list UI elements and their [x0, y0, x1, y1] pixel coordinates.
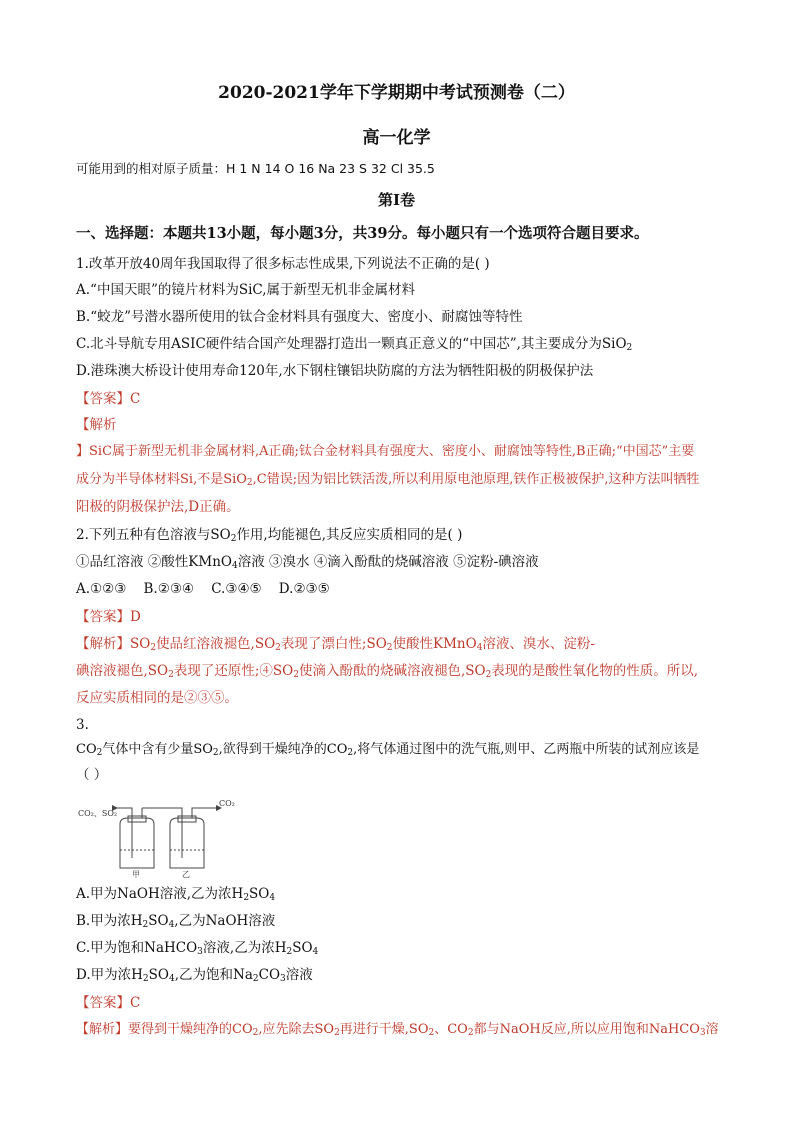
inlet-label: CO₂、SO₂	[78, 809, 118, 818]
q3-analysis-line1	[76, 1021, 719, 1039]
q3-stem-c: ,欲得到干燥纯净的CO	[218, 742, 348, 757]
q3-d4: CO	[258, 967, 281, 983]
q3-d3: ,乙为饱和Na	[174, 967, 253, 983]
q2-an2b: 表现了还原性;④SO	[173, 663, 294, 679]
q1-stem: 1.改革开放40周年我国取得了很多标志性成果,下列说法不正确的是( )	[76, 256, 490, 272]
q2-stem	[76, 526, 462, 544]
q3-c3: SO	[292, 940, 313, 956]
subscript: 2	[168, 670, 174, 680]
subscript: 2	[150, 643, 157, 653]
subscript: 2	[347, 748, 354, 758]
bottle-jia	[112, 808, 162, 868]
subscript: 2	[96, 748, 103, 758]
subscript: 2	[386, 643, 393, 653]
subscript: 2	[142, 920, 149, 930]
bottle-yi	[162, 808, 216, 868]
gas-washing-bottles-diagram	[76, 794, 246, 878]
subscript: 2	[252, 1028, 259, 1038]
q1-analysis-label: 【解析	[76, 417, 117, 433]
q2-stem-b: 作用,均能褪色,其反应实质相同的是( )	[236, 527, 463, 543]
subscript: 2	[252, 974, 259, 984]
q3-option-c	[76, 939, 318, 957]
q1-analysis-line2	[76, 471, 700, 489]
q3-option-b	[76, 912, 275, 930]
q1-option-c	[76, 335, 632, 353]
q2-an1c: 表现了漂白性;SO	[280, 636, 387, 652]
outlet-label: CO₂	[219, 799, 235, 808]
q3-number: 3.	[76, 717, 89, 733]
subscript: 2	[275, 643, 281, 653]
subscript: 3	[699, 1028, 706, 1038]
q2-an-label: 【解析】	[76, 636, 130, 652]
subscript: 4	[312, 947, 319, 957]
q3-stem-d: ,将气体通过图中的洗气瓶,则甲、乙两瓶中所装的试剂应该是	[353, 742, 700, 757]
q2-items	[76, 553, 539, 571]
q2-an1e: 溶液、溴水、淀粉-	[482, 636, 595, 652]
q3-an-f: 溶	[705, 1022, 719, 1037]
q1-analysis-line1: 】SiC属于新型无机非金属材料,A正确;钛合金材料具有强度大、密度小、耐腐蚀等特性,B正确;“中国芯”主要	[76, 444, 695, 459]
q2-analysis-line1	[76, 635, 595, 653]
subject-title: 高一化学	[362, 128, 431, 148]
subscript: 2	[230, 534, 237, 544]
volume-label: 第Ⅰ卷	[377, 191, 416, 209]
q2-options: A.①②③ B.②③④ C.③④⑤ D.②③⑤	[76, 581, 330, 597]
bottle-jia-label: 甲	[132, 870, 140, 878]
q2-an2a: 碘溶液褪色,SO	[76, 663, 169, 679]
q3-d2: SO	[148, 967, 169, 983]
q1-an2a: 成分为半导体材料Si,不是SiO	[76, 472, 247, 487]
q2-an1a: SO	[130, 636, 151, 652]
q3-stem-a: CO	[76, 742, 97, 757]
subscript: 2	[293, 670, 299, 680]
q2-an1b: 使品红溶液褪色,SO	[156, 636, 276, 652]
q1-option-b: B.“蛟龙”号潜水器所使用的钛合金材料具有强度大、密度小、耐腐蚀等特性	[76, 309, 523, 325]
q3-answer: 【答案】C	[76, 995, 141, 1011]
q3-option-a	[76, 885, 275, 903]
q1-an2b: ,C错误;因为铝比铁活泼,所以利用原电池原理,铁作正极被保护,这种方法叫牺牲	[252, 472, 700, 487]
q3-an-d: 、CO	[434, 1022, 468, 1037]
q3-an-b: ,应先除去SO	[258, 1022, 335, 1037]
subscript: 2	[626, 343, 633, 353]
subscript: 4	[231, 561, 238, 571]
q1-analysis-line3: 阳极的阴极保护法,D正确。	[76, 499, 240, 515]
q3-an-label: 【解析】	[76, 1022, 129, 1037]
q2-answer: 【答案】D	[76, 609, 141, 625]
subscript: 3	[197, 947, 203, 957]
q3-stem-b: 气体中含有少量SO	[102, 742, 213, 757]
q3-d1: D.甲为浓H	[76, 967, 143, 983]
subscript: 4	[476, 643, 483, 653]
subscript: 4	[168, 974, 175, 984]
q3-c1: C.甲为饱和NaHCO	[76, 940, 198, 956]
q3-b2: SO	[148, 913, 169, 929]
subscript: 2	[428, 1028, 435, 1038]
q1-option-a: A.“中国天眼”的镜片材料为SiC,属于新型无机非金属材料	[76, 282, 416, 298]
q3-option-d	[76, 966, 313, 984]
q3-d5: 溶液	[285, 967, 313, 983]
q2-analysis-line2	[76, 662, 698, 680]
q1-answer: 【答案】C	[76, 391, 141, 407]
q3-stem	[76, 741, 699, 759]
subscript: 2	[467, 1028, 474, 1038]
subscript: 3	[280, 974, 286, 984]
subscript: 2	[485, 670, 492, 680]
q2-analysis-line3: 反应实质相同的是②③⑤。	[76, 690, 238, 706]
subscript: 2	[334, 1028, 340, 1038]
q2-stem-a: 2.下列五种有色溶液与SO	[76, 527, 231, 543]
subscript: 2	[246, 478, 253, 488]
q3-c2: 溶液,乙为浓H	[202, 940, 287, 956]
section-heading: 一、选择题：本题共13小题，每小题3分，共39分。每小题只有一个选项符合题目要求。	[76, 225, 649, 242]
q3-an-c: 再进行干燥,SO	[339, 1022, 429, 1037]
bottle-yi-label: 乙	[182, 870, 190, 878]
q2-items-a: ①品红溶液 ②酸性KMnO	[76, 554, 232, 570]
q1-option-c-text: C.北斗导航专用ASIC硬件结合国产处理器打造出一颗真正意义的“中国芯”,其主要成分为SiO	[76, 336, 627, 352]
subscript: 2	[286, 947, 293, 957]
subscript: 2	[212, 748, 219, 758]
subscript: 4	[168, 920, 175, 930]
q3-a1: A.甲为NaOH溶液,乙为浓H	[76, 886, 244, 902]
q2-an2c: 使滴入酚酞的烧碱溶液褪色,SO	[298, 663, 486, 679]
subscript: 2	[142, 974, 149, 984]
q3-an-e: 都与NaOH反应,所以应用饱和NaHCO	[473, 1022, 700, 1037]
q3-b3: ,乙为NaOH溶液	[174, 913, 276, 929]
exam-title: 2020-2021学年下学期期中考试预测卷（二）	[218, 83, 575, 103]
q2-items-b: 溶液 ③溴水 ④滴入酚酞的烧碱溶液 ⑤淀粉-碘溶液	[237, 554, 539, 570]
q2-an1d: 使酸性KMnO	[392, 636, 477, 652]
subscript: 4	[269, 893, 276, 903]
q3-a2: SO	[249, 886, 270, 902]
q1-option-d: D.港珠澳大桥设计使用寿命120年,水下钢柱镶铝块防腐的方法为牺牲阳极的阴极保护法	[76, 363, 594, 379]
q3-b1: B.甲为浓H	[76, 913, 143, 929]
subscript: 2	[243, 893, 250, 903]
atomic-masses: 可能用到的相对原子质量：H 1 N 14 O 16 Na 23 S 32 Cl 35.5	[76, 161, 435, 176]
q3-an-a: 要得到干燥纯净的CO	[128, 1022, 253, 1037]
q2-an2d: 表现的是酸性氧化物的性质。所以,	[491, 663, 699, 679]
q3-stem-bracket: （ ）	[76, 767, 108, 783]
